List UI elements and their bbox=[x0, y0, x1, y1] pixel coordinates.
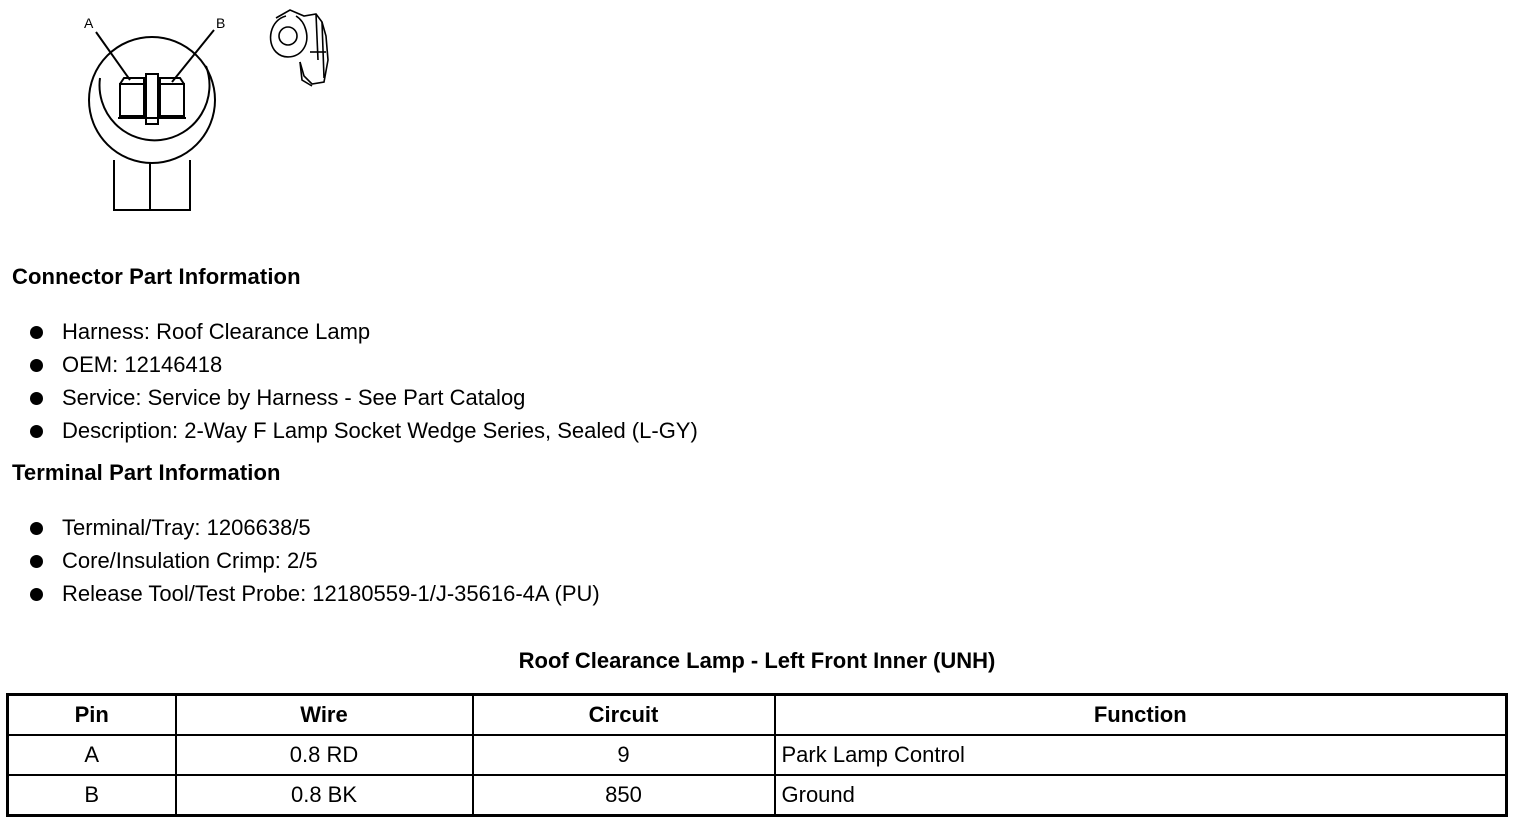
cell-function: Ground bbox=[775, 775, 1507, 816]
column-header-function: Function bbox=[775, 695, 1507, 736]
cell-pin: A bbox=[8, 735, 176, 775]
terminal-info-heading: Terminal Part Information bbox=[12, 460, 281, 485]
connector-info-list bbox=[28, 315, 698, 447]
pin-table bbox=[6, 693, 1508, 817]
list-item: Release Tool/Test Probe: 12180559-1/J-35616-4A (PU) bbox=[28, 577, 600, 610]
cell-wire: 0.8 RD bbox=[176, 735, 473, 775]
connector-info-heading: Connector Part Information bbox=[12, 264, 301, 289]
pin-label-a: A bbox=[84, 15, 94, 31]
list-item: OEM: 12146418 bbox=[28, 348, 698, 381]
cell-circuit: 9 bbox=[473, 735, 775, 775]
pin-table-title: Roof Clearance Lamp - Left Front Inner (UNH) bbox=[518, 648, 996, 673]
socket-sketch bbox=[271, 10, 328, 86]
cell-circuit: 850 bbox=[473, 775, 775, 816]
list-item: Harness: Roof Clearance Lamp bbox=[28, 315, 698, 348]
column-header-pin: Pin bbox=[8, 695, 176, 736]
list-item: Description: 2-Way F Lamp Socket Wedge Series, Sealed (L-GY) bbox=[28, 414, 698, 447]
list-item: Core/Insulation Crimp: 2/5 bbox=[28, 544, 600, 577]
list-item: Terminal/Tray: 1206638/5 bbox=[28, 511, 600, 544]
list-item: Service: Service by Harness - See Part Catalog bbox=[28, 381, 698, 414]
table-row bbox=[8, 775, 1507, 816]
column-header-circuit: Circuit bbox=[473, 695, 775, 736]
connector-diagram bbox=[0, 0, 360, 225]
cell-wire: 0.8 BK bbox=[176, 775, 473, 816]
pin-label-b: B bbox=[216, 15, 226, 31]
terminal-info-list bbox=[28, 511, 600, 610]
table-row bbox=[8, 735, 1507, 775]
column-header-wire: Wire bbox=[176, 695, 473, 736]
cell-function: Park Lamp Control bbox=[775, 735, 1507, 775]
table-header-row bbox=[8, 695, 1507, 736]
cell-pin: B bbox=[8, 775, 176, 816]
